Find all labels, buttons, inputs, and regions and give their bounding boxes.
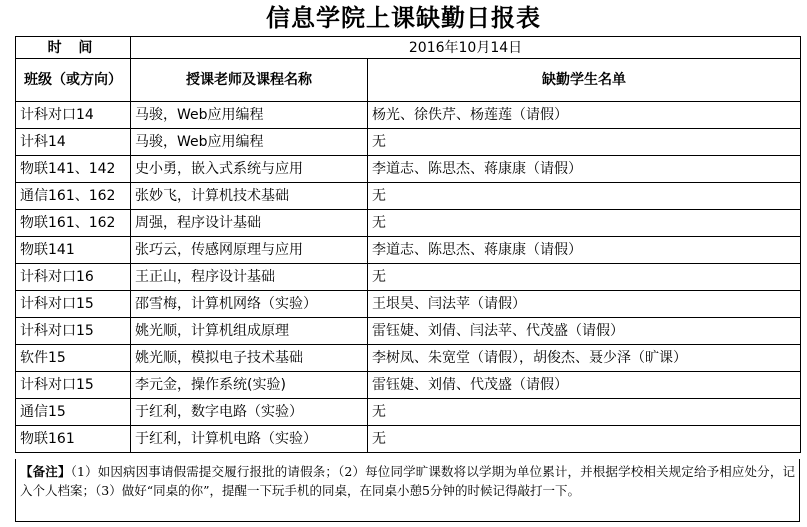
table-row xyxy=(16,210,801,237)
table-row xyxy=(16,264,801,291)
cell-absent-students[interactable]: 王垠昊、闫法苹（请假） xyxy=(368,291,801,318)
cell-class[interactable]: 计科对口15 xyxy=(16,291,131,318)
table-row xyxy=(16,183,801,210)
time-label: 时 间 xyxy=(16,37,131,59)
cell-teacher-course[interactable]: 姚光顺，模拟电子技术基础 xyxy=(131,345,368,372)
cell-class[interactable]: 物联141 xyxy=(16,237,131,264)
cell-absent-students[interactable]: 无 xyxy=(368,183,801,210)
cell-class[interactable]: 通信15 xyxy=(16,399,131,426)
header-absent-students: 缺勤学生名单 xyxy=(368,59,801,102)
table-row xyxy=(16,237,801,264)
cell-teacher-course[interactable]: 马骏，Web应用编程 xyxy=(131,102,368,129)
cell-class[interactable]: 通信161、162 xyxy=(16,183,131,210)
cell-teacher-course[interactable]: 于红利，数字电路（实验） xyxy=(131,399,368,426)
report-title: 信息学院上课缺勤日报表 xyxy=(266,3,541,32)
cell-class[interactable]: 物联161、162 xyxy=(16,210,131,237)
header-class: 班级（或方向） xyxy=(16,59,131,102)
cell-teacher-course[interactable]: 马骏，Web应用编程 xyxy=(131,129,368,156)
time-row xyxy=(16,37,801,59)
cell-teacher-course[interactable]: 姚光顺，计算机组成原理 xyxy=(131,318,368,345)
cell-absent-students[interactable]: 李道志、陈思杰、蒋康康（请假） xyxy=(368,237,801,264)
cell-absent-students[interactable]: 无 xyxy=(368,399,801,426)
cell-class[interactable]: 计科对口15 xyxy=(16,372,131,399)
cell-teacher-course[interactable]: 王正山，程序设计基础 xyxy=(131,264,368,291)
cell-class[interactable]: 计科对口14 xyxy=(16,102,131,129)
cell-absent-students[interactable]: 杨光、徐佚芹、杨莲莲（请假） xyxy=(368,102,801,129)
table-row xyxy=(16,129,801,156)
cell-absent-students[interactable]: 无 xyxy=(368,210,801,237)
cell-absent-students[interactable]: 雷钰婕、刘倩、闫法苹、代茂盛（请假） xyxy=(368,318,801,345)
remarks-label: 【备注】 xyxy=(20,464,71,479)
cell-class[interactable]: 计科对口15 xyxy=(16,318,131,345)
cell-class[interactable]: 软件15 xyxy=(16,345,131,372)
cell-teacher-course[interactable]: 周强，程序设计基础 xyxy=(131,210,368,237)
attendance-table xyxy=(15,36,801,453)
cell-absent-students[interactable]: 无 xyxy=(368,264,801,291)
table-row xyxy=(16,102,801,129)
table-row xyxy=(16,399,801,426)
table-row xyxy=(16,426,801,453)
remarks-box xyxy=(15,459,800,522)
table-row xyxy=(16,318,801,345)
report-date[interactable]: 2016年10月14日 xyxy=(131,37,801,59)
table-row xyxy=(16,372,801,399)
cell-teacher-course[interactable]: 史小勇，嵌入式系统与应用 xyxy=(131,156,368,183)
cell-class[interactable]: 计科对口16 xyxy=(16,264,131,291)
table-row xyxy=(16,291,801,318)
cell-teacher-course[interactable]: 于红利，计算机电路（实验） xyxy=(131,426,368,453)
remarks-text: （1）如因病因事请假需提交履行报批的请假条；（2）每位同学旷课数将以学期为单位累计，并根据学校相关规定给予相应处分，记入个人档案；（3）做好“同桌的你”，提醒一下玩手机的同桌，在同桌小憩5分钟的时候记得敲打一下。 xyxy=(20,464,795,498)
cell-teacher-course[interactable]: 李元金，操作系统(实验) xyxy=(131,372,368,399)
table-row xyxy=(16,345,801,372)
cell-teacher-course[interactable]: 张妙飞，计算机技术基础 xyxy=(131,183,368,210)
cell-absent-students[interactable]: 无 xyxy=(368,129,801,156)
cell-absent-students[interactable]: 无 xyxy=(368,426,801,453)
cell-absent-students[interactable]: 李道志、陈思杰、蒋康康（请假） xyxy=(368,156,801,183)
table-row xyxy=(16,156,801,183)
cell-absent-students[interactable]: 李树凤、朱宽堂（请假），胡俊杰、聂少泽（旷课） xyxy=(368,345,801,372)
cell-class[interactable]: 物联141、142 xyxy=(16,156,131,183)
cell-class[interactable]: 计科14 xyxy=(16,129,131,156)
header-row xyxy=(16,59,801,102)
header-teacher-course: 授课老师及课程名称 xyxy=(131,59,368,102)
cell-teacher-course[interactable]: 张巧云，传感网原理与应用 xyxy=(131,237,368,264)
cell-teacher-course[interactable]: 邵雪梅，计算机网络（实验） xyxy=(131,291,368,318)
cell-absent-students[interactable]: 雷钰婕、刘倩、代茂盛（请假） xyxy=(368,372,801,399)
cell-class[interactable]: 物联161 xyxy=(16,426,131,453)
